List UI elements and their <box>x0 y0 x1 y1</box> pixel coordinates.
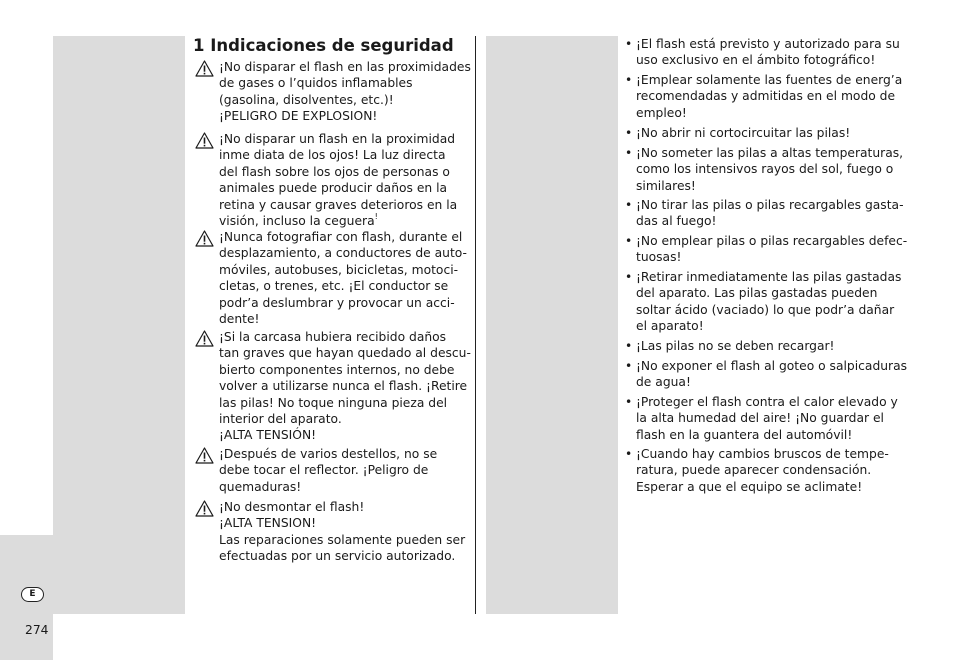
warning-text-line: cletas, o trenes, etc. ¡El conductor se <box>219 279 449 294</box>
warning-text-line: inme diata de los ojos! La luz directa <box>219 148 446 163</box>
warning-text-line: visión, incluso la ceguera! <box>219 212 378 228</box>
bullet-icon: • <box>625 37 633 51</box>
warning-text-line: ¡ALTA TENSIÓN! <box>219 428 317 443</box>
bullet-icon: • <box>625 359 633 373</box>
bullet-text-line: ¡Retirar inmediatamente las pilas gastadas <box>636 270 902 284</box>
bullet-text-line: ¡Emplear solamente las fuentes de energ’a <box>636 73 903 87</box>
warning-text-line: dente! <box>219 312 260 326</box>
bullet-text-line: recomendadas y admitidas en el modo de <box>636 89 896 104</box>
bullet-text-line: empleo! <box>636 105 687 120</box>
bullet-text-line: tuosas! <box>636 250 682 265</box>
warning-text-line: ¡No disparar un flash en la proximidad <box>219 132 456 146</box>
warning-icon <box>195 500 214 517</box>
page-number: 274 <box>25 623 49 637</box>
bullet-text-line: el aparato! <box>636 319 704 334</box>
bullet-text-line: ¡El flash está previsto y autorizado para su <box>636 37 900 51</box>
warning-text-line: bierto componentes internos, no debe <box>219 362 455 377</box>
warning-text-line: ¡No desmontar el flash! <box>219 500 365 514</box>
warning-text-line: ¡Si la carcasa hubiera recibido daños <box>219 330 447 344</box>
warning-icon <box>195 330 214 347</box>
warning-text-line: interior del aparato. <box>219 412 342 426</box>
warning-text-line: quemaduras! <box>219 479 302 494</box>
bullet-text-line: soltar ácido (vaciado) lo que podr’a dañar <box>636 302 895 317</box>
warning-text-suffix: ! <box>374 212 378 221</box>
bullet-icon: • <box>625 447 633 461</box>
warning-text-line: ¡PELIGRO DE EXPLOSION! <box>219 109 378 124</box>
bullet-text-line: la alta humedad del aire! ¡No guardar el <box>636 411 884 426</box>
warning-text-line: volver a utilizarse nunca el flash. ¡Retire <box>219 379 468 394</box>
warning-text-line: ¡ALTA TENSION! <box>219 516 317 531</box>
warning-icon <box>195 230 214 247</box>
warning-text-line: del flash sobre los ojos de personas o <box>219 164 450 179</box>
warning-text-line: (gasolina, disolventes, etc.)! <box>219 92 394 107</box>
bullet-text-line: ¡No abrir ni cortocircuitar las pilas! <box>636 126 851 140</box>
bullet-text-line: de agua! <box>636 375 691 390</box>
bullet-text-line: ¡Proteger el flash contra el calor elevado y <box>636 395 898 409</box>
bullet-text-line: como los intensivos rayos del sol, fuego o <box>636 162 894 177</box>
warning-icon <box>195 132 214 149</box>
page-title: 1 Indicaciones de seguridad <box>193 36 454 55</box>
bullet-text-line: ¡No someter las pilas a altas temperaturas, <box>636 146 904 160</box>
warning-text-line: ¡Después de varios destellos, no se <box>219 447 438 461</box>
bullet-text-line: del aparato. Las pilas gastadas pueden <box>636 286 878 301</box>
warning-text-line: efectuadas por un servicio autorizado. <box>219 549 456 564</box>
left-margin-panel <box>53 36 185 614</box>
warning-text-line: debe tocar el reflector. ¡Peligro de <box>219 463 429 478</box>
warning-icon <box>195 60 214 77</box>
column-divider <box>475 36 476 614</box>
bullet-icon: • <box>625 198 633 212</box>
bullet-icon: • <box>625 395 633 409</box>
warning-icon <box>195 447 214 464</box>
bullet-text-line: similares! <box>636 178 696 193</box>
middle-margin-panel <box>486 36 618 614</box>
bullet-icon: • <box>625 270 633 284</box>
warning-text-line: ¡Nunca fotografiar con flash, durante el <box>219 230 463 244</box>
warning-text-line: Las reparaciones solamente pueden ser <box>219 532 466 547</box>
warning-text-line: las pilas! No toque ninguna pieza del <box>219 395 448 410</box>
bullet-text-line: ¡Las pilas no se deben recargar! <box>636 339 835 353</box>
bullet-text-line: ¡No tirar las pilas o pilas recargables gasta- <box>636 198 904 212</box>
bullet-text-line: Esperar a que el equipo se aclimate! <box>636 479 863 494</box>
bullet-icon: • <box>625 126 633 140</box>
warning-text-line: desplazamiento, a conductores de auto- <box>219 246 467 261</box>
warning-text-line: móviles, autobuses, bicicletas, motoci- <box>219 262 459 277</box>
bullet-icon: • <box>625 146 633 160</box>
bullet-text-line: ratura, puede aparecer condensación. <box>636 463 872 478</box>
bullet-text-line: flash en la guantera del automóvil! <box>636 427 853 442</box>
bullet-text-line: uso exclusivo en el ámbito fotográfico! <box>636 53 876 68</box>
bullet-text-line: ¡No exponer el flash al goteo o salpicaduras <box>636 359 908 373</box>
bullet-icon: • <box>625 73 633 87</box>
language-badge: E <box>21 587 44 602</box>
warning-text-line: tan graves que hayan quedado al descu- <box>219 346 471 361</box>
warning-text-line: de gases o l’quidos inflamables <box>219 76 413 91</box>
bullet-icon: • <box>625 234 633 248</box>
warning-text-line: podr’a deslumbrar y provocar un acci- <box>219 295 455 310</box>
bullet-icon: • <box>625 339 633 353</box>
warning-text-line: ¡No disparar el flash en las proximidades <box>219 60 471 74</box>
warning-text-line: animales puede producir daños en la <box>219 181 448 196</box>
bullet-text-line: ¡No emplear pilas o pilas recargables defec- <box>636 234 908 248</box>
bullet-text-line: ¡Cuando hay cambios bruscos de tempe- <box>636 447 889 461</box>
bullet-text-line: das al fuego! <box>636 214 717 229</box>
warning-text-line: retina y causar graves deterioros en la <box>219 197 458 212</box>
